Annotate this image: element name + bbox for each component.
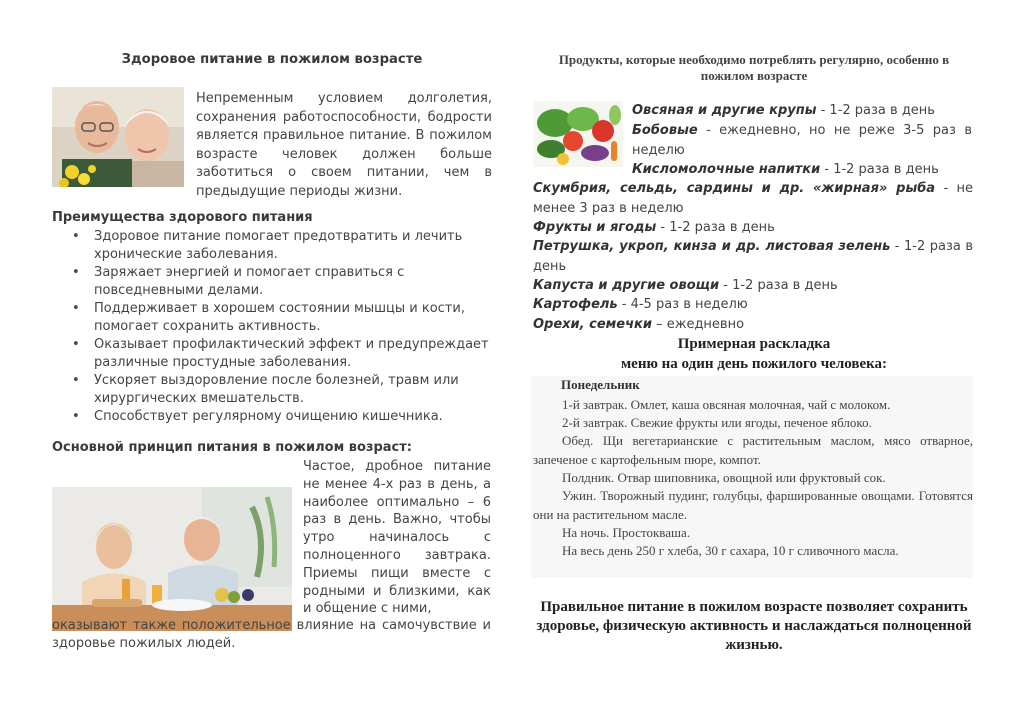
product-item: Овсяная и другие крупы - 1-2 раза в день	[632, 103, 935, 118]
list-item: • Здоровое питание помогает предотвратить и лечить хронические заболевания.	[72, 229, 463, 262]
meal-line: На весь день 250 г хлеба, 30 г сахара, 10 г сливочного масла.	[562, 543, 899, 558]
list-item: • Оказывает профилактический эффект и предупреждает различные простудные заболевания.	[72, 337, 489, 370]
product-item: Петрушка, укроп, кинза и др. листовая зелень - 1-2 раза в день	[533, 239, 973, 274]
principle-paragraph-end: оказывают также положительное влияние на самочувствие и здоровье пожилых людей.	[52, 618, 491, 651]
principle-paragraph: Частое, дробное питание не менее 4-х раз в день, а наиболее оптимально – 6 раз в день. Важно, чтобы утро начиналось с полноценного завтрака. Приемы пищи вместе с родными и близкими, как и общение с ними,	[303, 459, 491, 617]
menu-day: Понедельник	[561, 377, 640, 392]
elderly-couple-eating-photo	[52, 487, 292, 631]
meal-line: 2-й завтрак. Свежие фрукты или ягоды, печеное яблоко.	[562, 415, 872, 430]
product-item: Кисломолочные напитки - 1-2 раза в день	[632, 162, 939, 177]
meal-line: Обед. Щи вегетарианские с растительным маслом, мясо отварное, запеченое с картофельным пюре, компот.	[533, 433, 973, 467]
advantages-heading: Преимущества здорового питания	[52, 210, 313, 225]
list-item: • Способствует регулярному очищению кишечника.	[72, 409, 443, 424]
list-item: • Поддерживает в хорошем состоянии мышцы и кости, помогает сохранить активность.	[72, 301, 465, 334]
product-item: Фрукты и ягоды - 1-2 раза в день	[533, 220, 775, 235]
elderly-couple-photo	[52, 87, 184, 187]
product-item: Картофель - 4-5 раз в неделю	[533, 297, 748, 312]
conclusion: Правильное питание в пожилом возрасте позволяет сохранить здоровье, физическую активность и наслаждаться полноценной жизнью.	[536, 599, 972, 653]
product-item: Капуста и другие овощи - 1-2 раза в день	[533, 278, 838, 293]
advantages-list	[52, 228, 492, 427]
menu-subtitle: меню на один день пожилого человека:	[620, 356, 888, 372]
intro-paragraph: Непременным условием долголетия, сохранения работоспособности, бодрости является правильное питание. В пожилом возрасте человек должен больше заботиться о своем питании, чем в предыдущие периоды жизни.	[196, 91, 492, 199]
meal-line: Полдник. Отвар шиповника, овощной или фруктовый сок.	[562, 470, 886, 485]
meal-line: 1-й завтрак. Омлет, каша овсяная молочная, чай с молоком.	[562, 397, 891, 412]
menu-title: Примерная раскладка	[677, 336, 831, 352]
product-item: Орехи, семечки – ежедневно	[533, 317, 745, 332]
list-item: • Ускоряет выздоровление после болезней, травм или хирургических вмешательств.	[72, 373, 459, 406]
product-item: Бобовые - ежедневно, но не реже 3-5 раз в неделю	[632, 123, 972, 158]
products-title: Продукты, которые необходимо потреблять регулярно, особенно в пожилом возрасте	[558, 52, 950, 83]
page-title: Здоровое питание в пожилом возрасте	[121, 52, 423, 67]
list-item: • Заряжает энергией и помогает справиться с повседневными делами.	[72, 265, 405, 298]
product-item: Скумбрия, сельдь, сардины и др. «жирная» рыба - не менее 3 раз в неделю	[533, 181, 974, 216]
principle-heading: Основной принцип питания в пожилом возраст:	[52, 440, 412, 455]
meal-line: Ужин. Творожный пудинг, голубцы, фаршированные овощами. Готовятся они на растительном масле.	[533, 488, 973, 522]
meal-line: На ночь. Простокваша.	[562, 525, 691, 540]
vegetables-photo	[533, 101, 623, 167]
